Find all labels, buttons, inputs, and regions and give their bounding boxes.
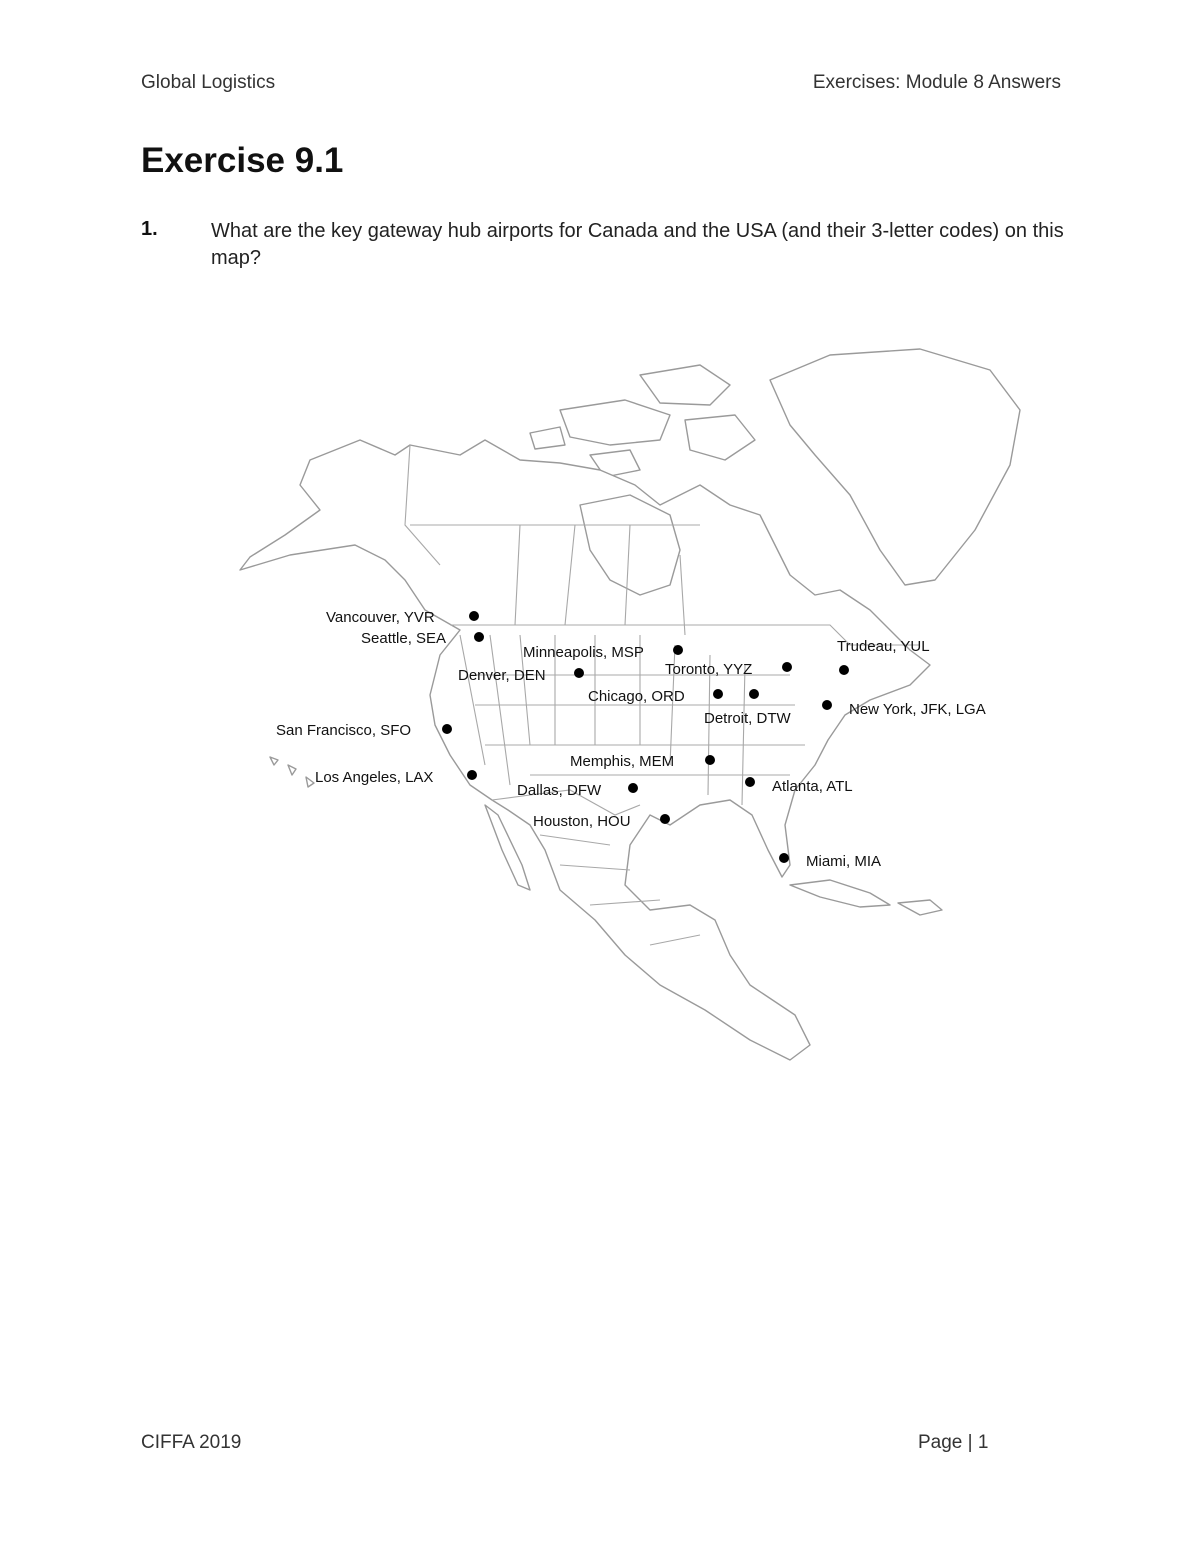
arctic-island-3 <box>685 415 755 460</box>
hispaniola-shape <box>898 900 942 915</box>
north-america-map <box>230 345 1030 1075</box>
airport-dot-sfo <box>442 724 452 734</box>
airport-dot-ord <box>713 689 723 699</box>
airport-dot-atl <box>745 777 755 787</box>
exercise-title: Exercise 9.1 <box>141 141 344 180</box>
airport-dot-yul <box>839 665 849 675</box>
airport-dot-msp <box>673 645 683 655</box>
airport-label-sfo: San Francisco, SFO <box>276 722 412 739</box>
airport-dot-sea <box>474 632 484 642</box>
airport-dot-mia <box>779 853 789 863</box>
airport-dot-dtw <box>749 689 759 699</box>
question-text: What are the key gateway hub airports for Canada and the USA (and their 3-letter codes) on this map? <box>211 220 1064 269</box>
airport-dot-lax <box>467 770 477 780</box>
arctic-island-5 <box>530 427 565 449</box>
hawaii-islands <box>270 757 314 787</box>
question-number: 1. <box>141 218 158 240</box>
arctic-island-2 <box>640 365 730 405</box>
header-right: Exercises: Module 8 Answers <box>812 72 1061 93</box>
airport-label-lax: Los Angeles, LAX <box>315 769 434 786</box>
airport-label-dfw: Dallas, DFW <box>517 782 602 799</box>
airport-dot-mem <box>705 755 715 765</box>
airport-label-ord: Chicago, ORD <box>588 688 685 705</box>
airport-label-mia: Miami, MIA <box>806 853 881 870</box>
airport-dot-dfw <box>628 783 638 793</box>
airport-label-sea: Seattle, SEA <box>361 630 447 647</box>
airport-label-yul: Trudeau, YUL <box>837 638 930 655</box>
cuba-shape <box>790 880 890 907</box>
greenland-shape <box>770 349 1020 585</box>
airport-label-yvr: Vancouver, YVR <box>326 609 435 626</box>
airport-label-dtw: Detroit, DTW <box>704 710 791 727</box>
airport-label-msp: Minneapolis, MSP <box>523 644 644 661</box>
airport-dot-yyz <box>782 662 792 672</box>
airport-label-atl: Atlanta, ATL <box>772 778 853 795</box>
airport-label-den: Denver, DEN <box>458 667 546 684</box>
airport-label-mem: Memphis, MEM <box>570 753 675 770</box>
arctic-island-1 <box>560 400 670 445</box>
airport-dot-jfk <box>822 700 832 710</box>
header-left: Global Logistics <box>141 72 276 93</box>
page-number: Page | 1 <box>918 1432 989 1453</box>
footer-left: CIFFA 2019 <box>141 1432 242 1453</box>
airport-label-yyz: Toronto, YYZ <box>665 661 753 678</box>
continent-shape <box>240 440 930 1060</box>
airport-label-jfk: New York, JFK, LGA <box>849 701 986 718</box>
airport-label-hou: Houston, HOU <box>533 813 631 830</box>
airport-dot-hou <box>660 814 670 824</box>
airport-dot-yvr <box>469 611 479 621</box>
airport-dot-den <box>574 668 584 678</box>
